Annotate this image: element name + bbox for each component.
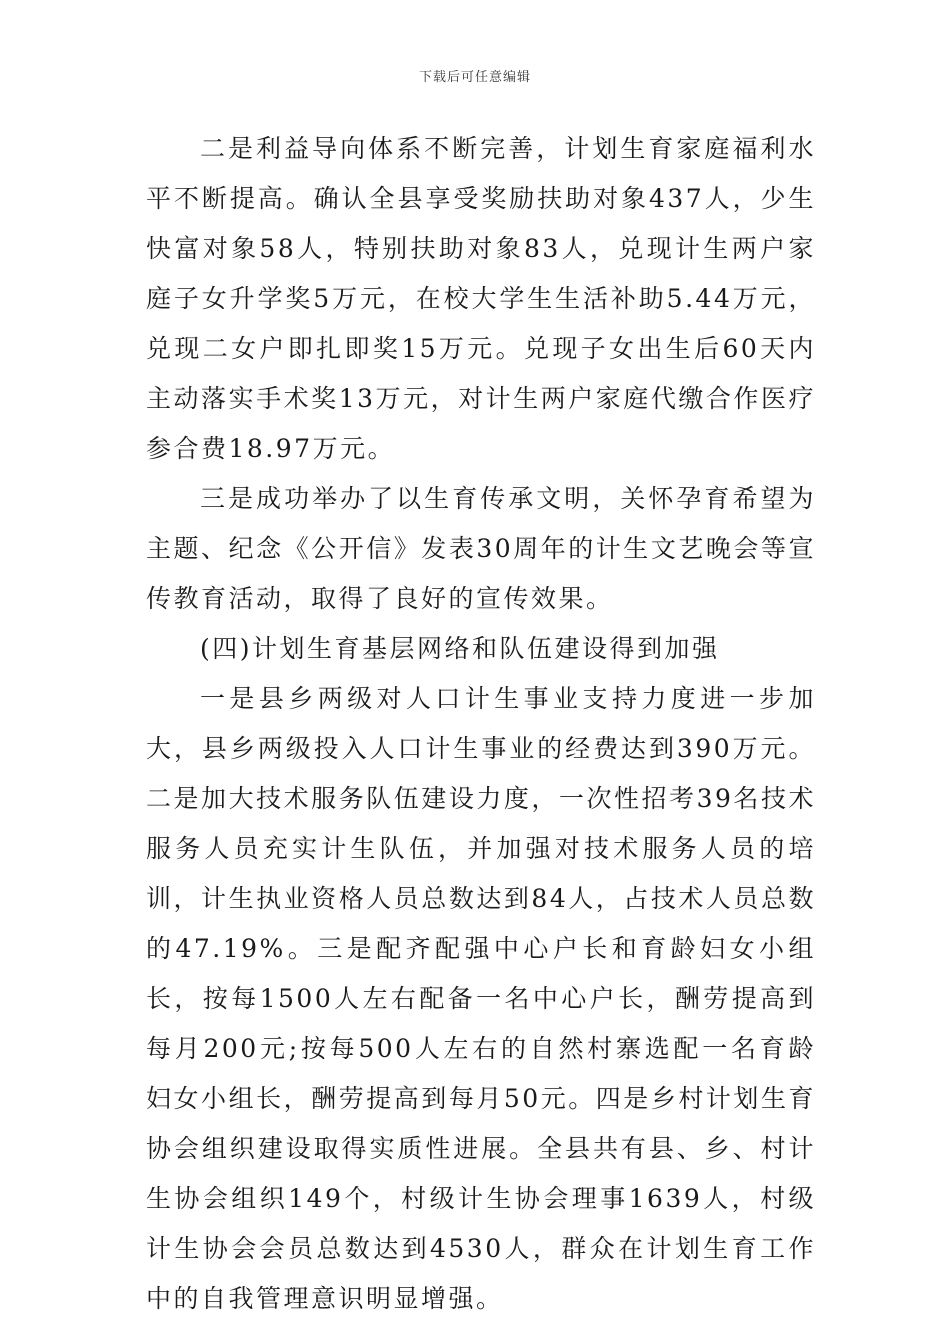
section-heading-grassroots: (四)计划生育基层网络和队伍建设得到加强 [200, 634, 720, 663]
paragraph-publicity: 三是成功举办了以生育传承文明，关怀孕育希望为主题、纪念《公开信》发表30周年的计生文艺晚会等宣传教育活动，取得了良好的宣传效果。 [146, 484, 816, 613]
page-header: 下载后可任意编辑 [418, 70, 531, 85]
paragraph-grassroots: 一是县乡两级对人口计生事业支持力度进一步加大，县乡两级投入人口计生事业的经费达到390万元。二是加大技术服务队伍建设力度，一次性招考39名技术服务人员充实计生队伍，并加强对技术服务人员的培训，计生执业资格人员总数达到84人，占技术人员总数的47.19%。三是配齐配强中心户长和育龄妇女小组长，按每1500人左右配备一名中心户长，酬劳提高到每月200元;按每500人左右的自然村寨选配一名育龄妇女小组长，酬劳提高到每月50元。四是乡村计划生育协会组织建设取得实质性进展。全县共有县、乡、村计生协会组织149个，村级计生协会理事1639人，村级计生协会会员总数达到4530人，群众在计划生育工作中的自我管理意识明显增强。 [146, 684, 816, 1313]
paragraph-benefits: 二是利益导向体系不断完善，计划生育家庭福利水平不断提高。确认全县享受奖励扶助对象437人，少生快富对象58人，特别扶助对象83人，兑现计生两户家庭子女升学奖5万元，在校大学生生活补助5.44万元，兑现二女户即扎即奖15万元。兑现子女出生后60天内主动落实手术奖13万元，对计生两户家庭代缴合作医疗参合费18.97万元。 [146, 134, 816, 463]
document-body [146, 124, 816, 1324]
